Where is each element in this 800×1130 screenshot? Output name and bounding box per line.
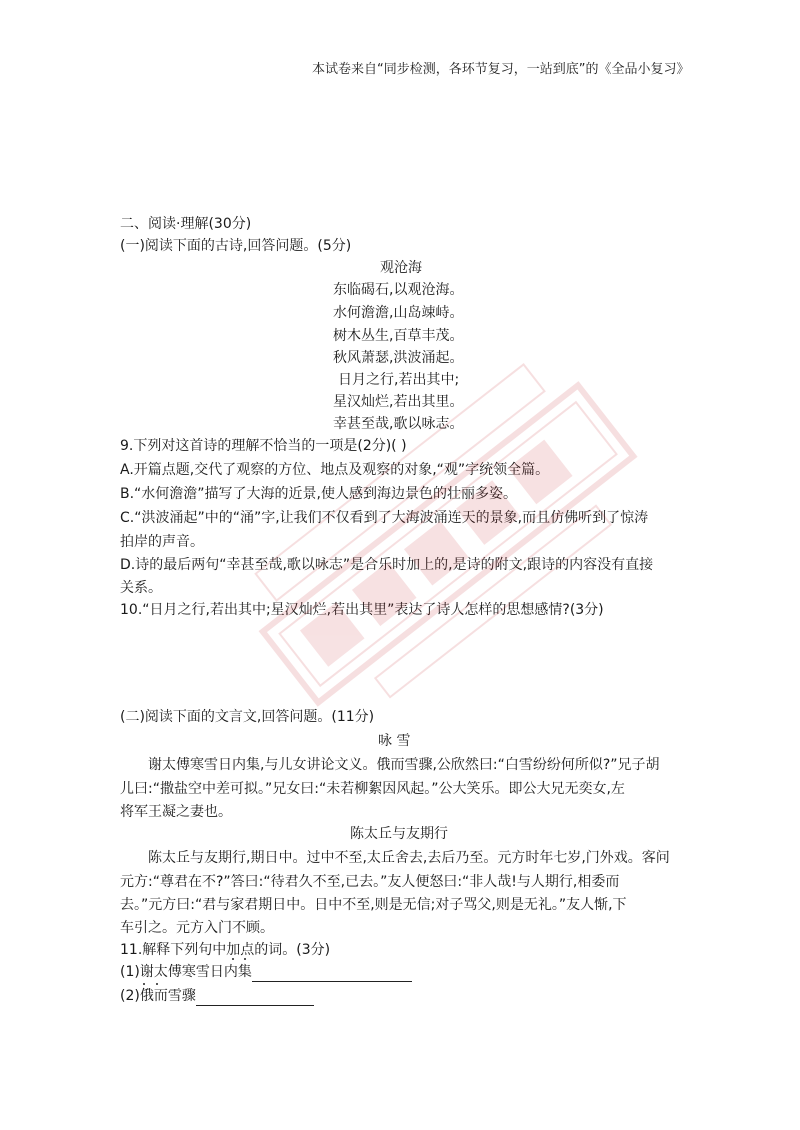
- poem-line: 水何澹澹,山岛竦峙。: [333, 305, 464, 321]
- answer-blank[interactable]: [252, 965, 412, 982]
- question-10-stem: 10.“日月之行,若出其中;星汉灿烂,若出其里”表达了诗人怎样的思想感情?(3分): [120, 602, 604, 618]
- part2-instruction: (二)阅读下面的文言文,回答问题。(11分): [120, 709, 375, 725]
- question-9-stem: 9.下列对这首诗的理解不恰当的一项是(2分)( ): [120, 438, 407, 454]
- question-11-item-1: [120, 962, 412, 982]
- text1-line: 儿曰:“撒盐空中差可拟。”兄女曰:“未若柳絮因风起。”公大笑乐。即公大兄无奕女,左: [120, 781, 625, 797]
- question-9-option-c-cont: 拍岸的声音。: [120, 534, 204, 550]
- question-11-item-2: [120, 986, 314, 1006]
- question-11-item-2-text: (2)俄而雪骤: [120, 988, 196, 1004]
- text1-line: 谢太傅寒雪日内集,与儿女讲论文义。俄而雪骤,公欣然曰:“白雪纷纷何所似?”兄子胡: [148, 757, 660, 773]
- question-11-item-1-text: (1)谢太傅寒雪日内集: [120, 964, 252, 980]
- text2-title: 陈太丘与友期行: [350, 826, 448, 842]
- poem-line: 日月之行,若出其中;: [338, 372, 460, 388]
- text2-line: 陈太丘与友期行,期日中。过中不至,太丘舍去,去后乃至。元方时年七岁,门外戏。客问: [148, 850, 670, 866]
- emphasis-dot: [143, 983, 145, 985]
- question-9-option-a: A.开篇点题,交代了观察的方位、地点及观察的对象,“观”字统领全篇。: [120, 462, 550, 478]
- part1-instruction: (一)阅读下面的古诗,回答问题。(5分): [120, 238, 352, 254]
- poem-title: 观沧海: [380, 260, 422, 276]
- emphasis-dot: [244, 958, 246, 960]
- question-9-option-d: D.诗的最后两句“幸甚至哉,歌以咏志”是合乐时加上的,是诗的附文,跟诗的内容没有直接: [120, 557, 654, 573]
- emphasis-dot: [232, 958, 234, 960]
- section-title: 二、阅读·理解(30分): [120, 216, 252, 232]
- answer-blank[interactable]: [196, 989, 314, 1006]
- question-9-option-b: B.“水何澹澹”描写了大海的近景,使人感到海边景色的壮丽多姿。: [120, 486, 518, 502]
- text2-line: 车引之。元方入门不顾。: [120, 920, 274, 936]
- question-11-stem: 11.解释下列句中加点的词。(3分): [120, 942, 331, 958]
- question-9-option-d-cont: 关系。: [120, 580, 162, 596]
- text2-line: 去。”元方曰:“君与家君期日中。日中不至,则是无信;对子骂父,则是无礼。”友人惭,下: [120, 897, 627, 913]
- text2-line: 元方:“尊君在不?”答曰:“待君久不至,已去。”友人便怒曰:“非人哉!与人期行,相委而: [120, 874, 620, 890]
- text1-title: 咏 雪: [378, 733, 411, 749]
- header-note: 本试卷来自“同步检测，各环节复习，一站到底”的《全品小复习》: [312, 62, 690, 77]
- poem-line: 幸甚至哉,歌以咏志。: [333, 416, 464, 432]
- poem-line: 东临碣石,以观沧海。: [333, 282, 464, 298]
- poem-line: 树木丛生,百草丰茂。: [333, 328, 464, 344]
- question-9-option-c: C.“洪波涌起”中的“涌”字,让我们不仅看到了大海波涌连天的景象,而且仿佛听到了惊涛: [120, 510, 649, 526]
- emphasis-dot: [156, 983, 158, 985]
- poem-line: 星汉灿烂,若出其里。: [333, 394, 464, 410]
- text1-line: 将军王凝之妻也。: [120, 804, 232, 820]
- poem-line: 秋风萧瑟,洪波涌起。: [333, 350, 464, 366]
